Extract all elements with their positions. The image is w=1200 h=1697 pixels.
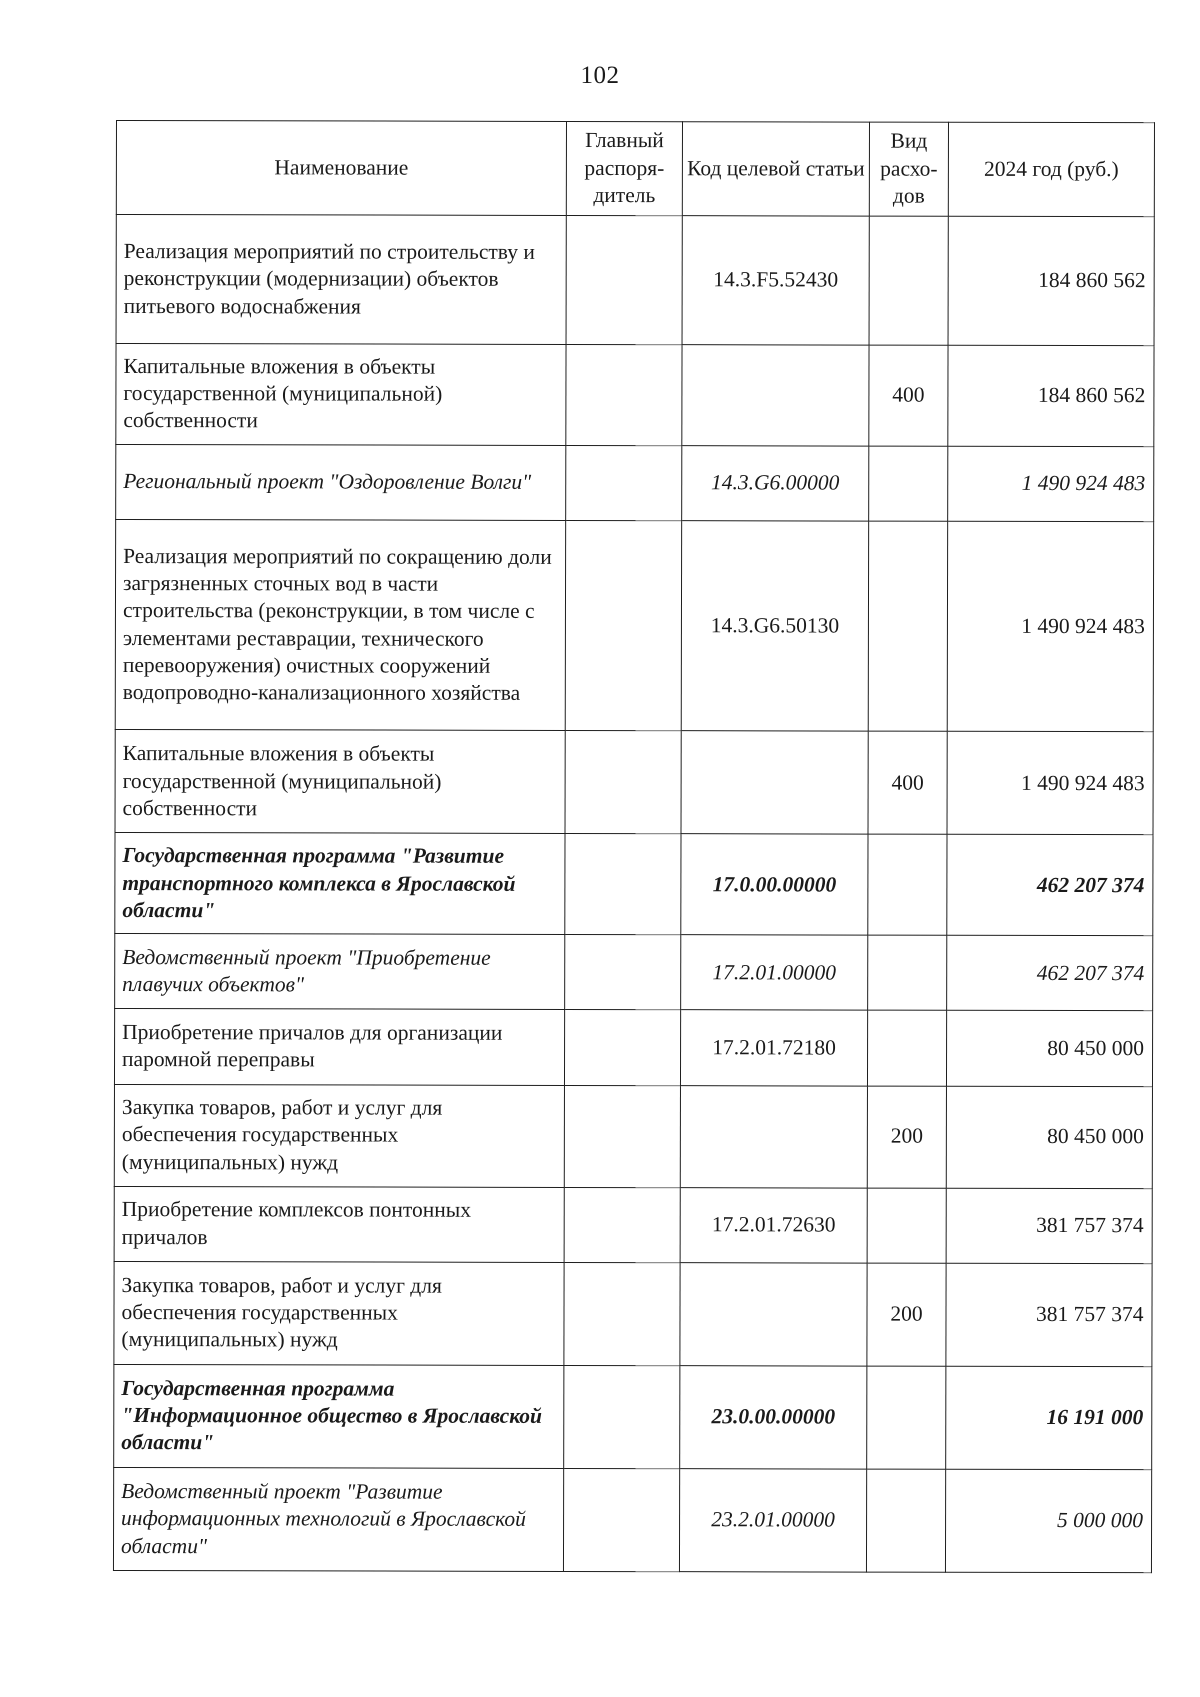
row-chief-manager (564, 1365, 680, 1468)
budget-table (113, 120, 1155, 1573)
row-name: Реализация мероприятий по сокращению доли загрязненных сточных вод в части строительства (реконструкции, в том числе с элементами реставрации, технического перевооружения) очистных сооружений водопроводно-канализационного хозяйства (115, 519, 565, 730)
row-target-code (682, 345, 869, 446)
row-amount: 1 490 924 483 (948, 446, 1154, 522)
row-amount: 184 860 562 (948, 345, 1154, 446)
row-expense-type: 400 (868, 731, 947, 834)
table-row (114, 1009, 1152, 1086)
row-chief-manager (566, 215, 682, 344)
table-row (114, 1186, 1152, 1263)
row-chief-manager (564, 1010, 680, 1085)
table-row (113, 1467, 1151, 1572)
row-name: Приобретение комплексов понтонных причалов (114, 1186, 564, 1262)
table-row (116, 444, 1154, 521)
row-amount: 381 757 374 (946, 1188, 1152, 1264)
row-target-code: 23.2.01.00000 (679, 1468, 866, 1572)
row-target-code (680, 1262, 867, 1365)
row-amount: 5 000 000 (945, 1469, 1151, 1573)
row-name: Государственная программа "Информационное общество в Ярославской области" (114, 1364, 564, 1468)
row-chief-manager (565, 834, 681, 935)
row-name: Ведомственный проект "Приобретение плавучих объектов" (115, 934, 565, 1010)
row-amount: 462 207 374 (947, 936, 1153, 1012)
table-row (115, 730, 1153, 835)
row-chief-manager (564, 1187, 680, 1262)
budget-table-wrapper (113, 120, 1154, 1573)
row-name: Капитальные вложения в объекты государственной (муниципальной) собственности (115, 730, 565, 834)
table-row (115, 833, 1153, 936)
row-target-code (680, 1085, 867, 1187)
row-target-code: 17.0.00.00000 (681, 834, 868, 935)
table-row (115, 934, 1153, 1011)
row-chief-manager (563, 1468, 679, 1571)
row-expense-type (868, 834, 947, 935)
table-header (116, 121, 1154, 217)
row-name: Закупка товаров, работ и услуг для обеспечения государственных (муниципальных) нужд (114, 1084, 564, 1187)
row-amount: 381 757 374 (946, 1263, 1152, 1366)
row-target-code: 14.3.G6.00000 (682, 445, 869, 521)
row-target-code: 14.3.F5.52430 (682, 216, 869, 345)
row-name: Реализация мероприятий по строительству и реконструкции (модернизации) объектов питьевого водоснабжения (116, 215, 566, 345)
header-year-amount: 2024 год (руб.) (948, 122, 1154, 216)
row-expense-type (868, 935, 947, 1010)
row-target-code: 14.3.G6.50130 (681, 521, 868, 732)
row-amount: 462 207 374 (947, 835, 1153, 936)
row-name: Приобретение причалов для организации паромной переправы (114, 1009, 564, 1085)
table-row (114, 1261, 1152, 1366)
row-chief-manager (565, 935, 681, 1010)
table-row (116, 343, 1154, 446)
row-expense-type (869, 216, 948, 345)
row-name: Закупка товаров, работ и услуг для обеспечения государственных (муниципальных) нужд (114, 1261, 564, 1365)
row-expense-type (867, 1188, 946, 1263)
row-amount: 80 450 000 (946, 1086, 1152, 1188)
header-target-code: Код целевой статьи (682, 122, 869, 216)
header-name: Наименование (116, 121, 566, 216)
row-chief-manager (564, 1085, 680, 1187)
page-number: 102 (580, 62, 620, 89)
row-expense-type (867, 1366, 946, 1469)
row-chief-manager (564, 1262, 680, 1365)
row-name: Государственная программа "Развитие транспортного комплекса в Ярославской области" (115, 833, 565, 935)
row-expense-type: 400 (869, 345, 948, 446)
header-chief-manager: Главный распоря-дитель (566, 121, 682, 215)
row-expense-type: 200 (867, 1263, 946, 1366)
row-target-code: 23.0.00.00000 (680, 1365, 867, 1468)
row-expense-type (869, 446, 948, 521)
row-chief-manager (566, 445, 682, 520)
row-amount: 184 860 562 (948, 216, 1154, 345)
row-amount: 1 490 924 483 (947, 732, 1153, 835)
row-chief-manager (566, 344, 682, 445)
table-row (115, 519, 1153, 732)
row-name: Ведомственный проект "Развитие информационных технологий в Ярославской области" (113, 1467, 563, 1571)
table-row (116, 215, 1154, 346)
header-expense-type: Вид расхо-дов (869, 122, 948, 216)
row-expense-type (866, 1469, 945, 1572)
row-amount: 16 191 000 (946, 1366, 1152, 1469)
row-name: Региональный проект "Оздоровление Волги" (116, 444, 566, 520)
row-chief-manager (565, 520, 681, 731)
row-chief-manager (565, 731, 681, 834)
row-expense-type: 200 (867, 1086, 946, 1188)
table-row (114, 1364, 1152, 1469)
row-expense-type (868, 521, 947, 732)
row-amount: 1 490 924 483 (947, 521, 1153, 732)
row-amount: 80 450 000 (946, 1011, 1152, 1087)
row-target-code: 17.2.01.00000 (681, 935, 868, 1011)
row-name: Капитальные вложения в объекты государственной (муниципальной) собственности (116, 343, 566, 445)
table-row (114, 1084, 1152, 1188)
row-target-code (681, 731, 868, 834)
row-expense-type (867, 1010, 946, 1085)
row-target-code: 17.2.01.72630 (680, 1187, 867, 1263)
row-target-code: 17.2.01.72180 (680, 1010, 867, 1086)
